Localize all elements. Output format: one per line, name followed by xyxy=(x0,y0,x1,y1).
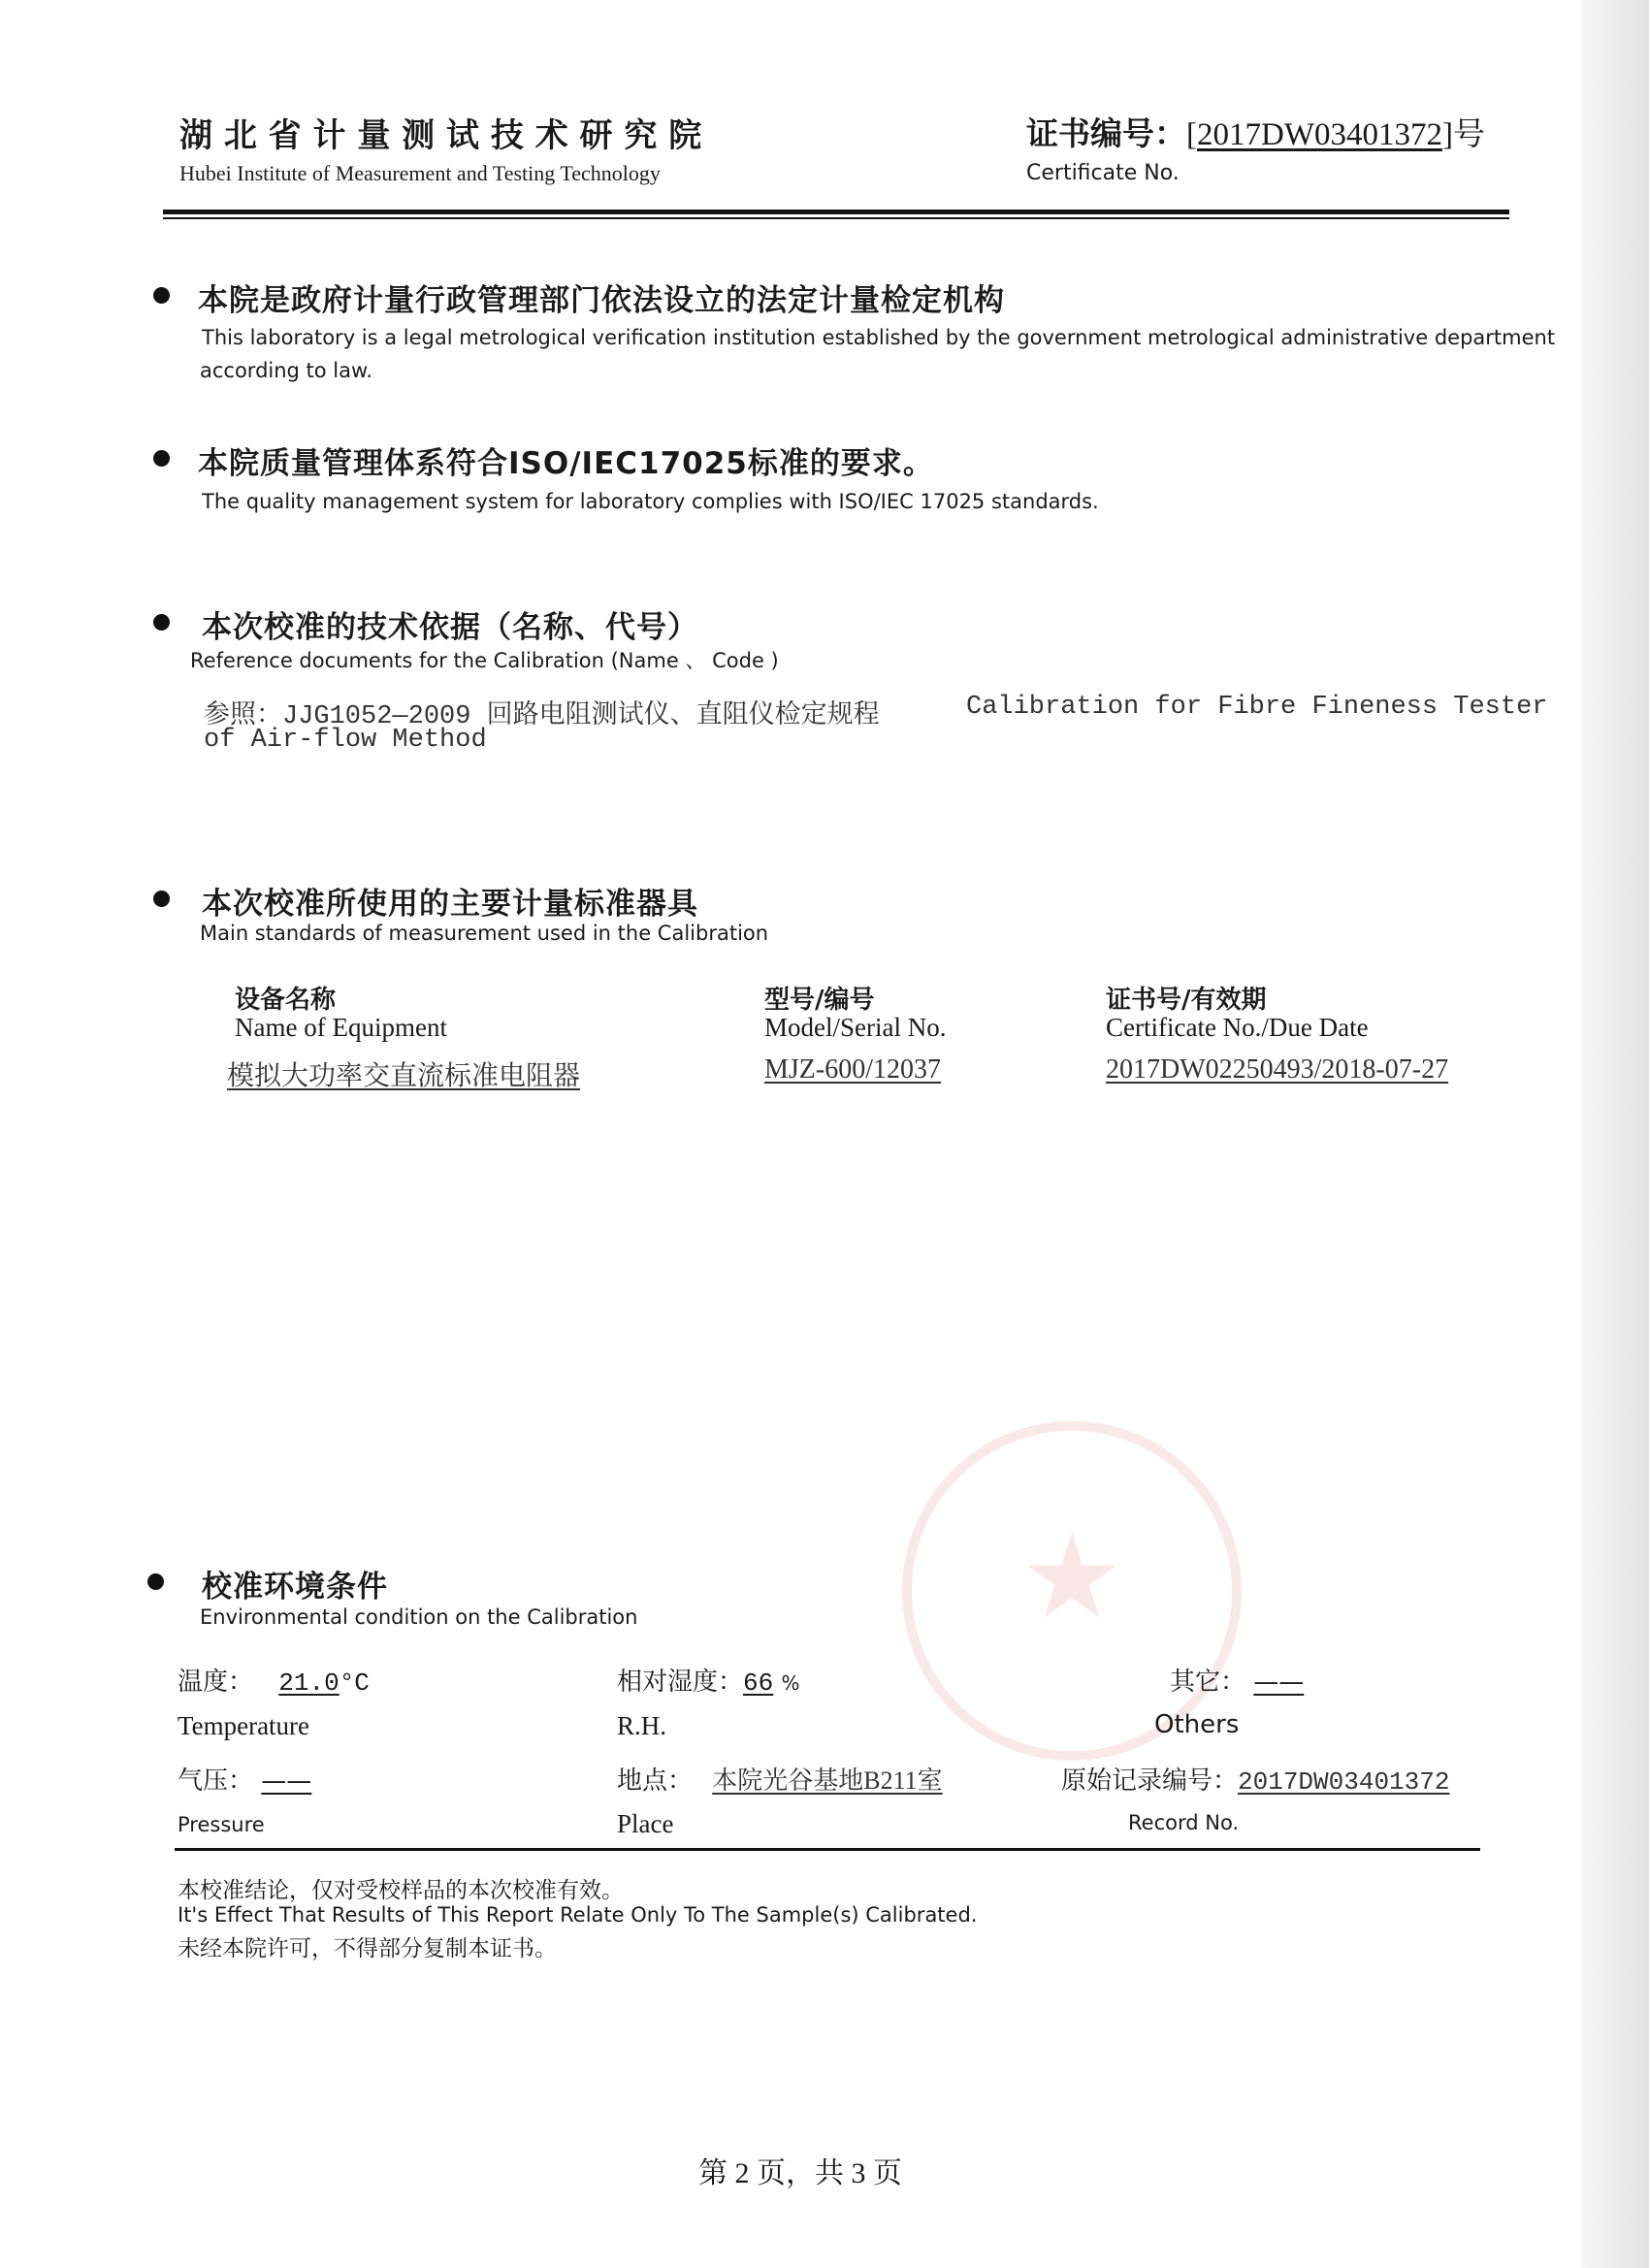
standards-column-header-en: Model/Serial No. xyxy=(764,1013,947,1042)
others-label-en: Others xyxy=(1154,1710,1240,1739)
record-field xyxy=(1061,1761,1449,1797)
humidity-label-en: R.H. xyxy=(617,1711,667,1740)
reference-document-cn: 参照：JJG1052—2009 回路电阻测试仪、直阻仪检定规程 xyxy=(204,702,880,731)
institute-name-en: Hubei Institute of Measurement and Testing Technology xyxy=(179,161,661,185)
standards-heading-cn: 本次校准所使用的主要计量标准器具 xyxy=(202,887,698,922)
seal-star-icon: ★ xyxy=(1019,1510,1124,1645)
temperature-field xyxy=(178,1662,370,1698)
certificate-label-en: Certificate No. xyxy=(1026,161,1180,185)
reference-document-en: Calibration for Fibre Fineness Tester xyxy=(966,693,1548,722)
humidity-field xyxy=(617,1662,800,1698)
reference-document-line2: of Air-flow Method xyxy=(204,726,487,755)
place-value: 本院光谷基地B211室 xyxy=(712,1766,943,1795)
standards-column-header: 型号/编号 xyxy=(764,986,875,1015)
temperature-label: 温度： xyxy=(178,1668,254,1697)
bullet-icon xyxy=(153,450,170,467)
bullet-icon xyxy=(147,1573,164,1590)
others-label: 其它： xyxy=(1170,1668,1246,1697)
equipment-name: 模拟大功率交直流标准电阻器 xyxy=(227,1061,581,1091)
page-number: 第 2 页，共 3 页 xyxy=(698,2157,902,2189)
others-value: —— xyxy=(1253,1668,1305,1697)
header-rule-thick xyxy=(163,210,1509,214)
standards-heading-en: Main standards of measurement used in the Calibration xyxy=(200,922,769,945)
pressure-value: —— xyxy=(261,1766,312,1796)
certificate-label-cn: 证书编号： xyxy=(1026,114,1186,152)
temperature-label-en: Temperature xyxy=(178,1711,310,1740)
validity-note-cn: 本校准结论，仅对受校样品的本次校准有效。 xyxy=(178,1878,624,1902)
reference-heading-en: Reference documents for the Calibration (Name 、 Code ) xyxy=(190,649,779,672)
bullet-icon xyxy=(153,891,170,907)
equipment-model: MJZ-600/12037 xyxy=(764,1054,941,1085)
institute-name-cn: 湖 北 省 计 量 测 试 技 术 研 究 院 xyxy=(179,116,702,155)
validity-note-en: It's Effect That Results of This Report Relate Only To The Sample(s) Calibrated. xyxy=(178,1903,978,1927)
legal-statement-en-line2: according to law. xyxy=(200,359,372,382)
standards-column-header: 证书号/有效期 xyxy=(1106,986,1267,1015)
place-field xyxy=(617,1761,943,1797)
header-rule-thin xyxy=(163,217,1509,219)
humidity-value: 66 xyxy=(743,1669,774,1698)
environment-heading-cn: 校准环境条件 xyxy=(202,1570,388,1604)
certificate-bracket-close: ]号 xyxy=(1441,117,1485,152)
bullet-icon xyxy=(153,614,170,631)
temperature-value: 21.0 xyxy=(278,1669,340,1698)
standards-column-header: 设备名称 xyxy=(235,986,337,1015)
others-field xyxy=(1170,1662,1304,1698)
legal-statement-cn: 本院是政府计量行政管理部门依法设立的法定计量检定机构 xyxy=(198,283,1005,318)
bullet-icon xyxy=(153,287,170,304)
humidity-unit: % xyxy=(781,1671,800,1695)
legal-statement-en-line1: This laboratory is a legal metrological verification institution established by the government metrological administrative department xyxy=(202,326,1556,349)
temperature-unit: °C xyxy=(339,1669,370,1698)
pressure-label-en: Pressure xyxy=(178,1813,265,1836)
standards-column-header-en: Name of Equipment xyxy=(235,1013,447,1042)
certificate-bracket-open: [ xyxy=(1186,117,1197,152)
copy-restriction-note: 未经本院许可，不得部分复制本证书。 xyxy=(178,1936,557,1960)
standards-column-header-en: Certificate No./Due Date xyxy=(1106,1013,1369,1042)
environment-heading-en: Environmental condition on the Calibration xyxy=(200,1605,638,1629)
certificate-number-value: 2017DW03401372 xyxy=(1197,117,1442,152)
place-label-en: Place xyxy=(617,1809,674,1838)
quality-statement-cn: 本院质量管理体系符合ISO/IEC17025标准的要求。 xyxy=(198,446,934,481)
equipment-certificate: 2017DW02250493/2018-07-27 xyxy=(1106,1054,1449,1085)
page-edge-shadow xyxy=(1581,0,1649,2268)
record-label: 原始记录编号： xyxy=(1061,1766,1239,1796)
quality-statement-en: The quality management system for laboratory complies with ISO/IEC 17025 standards. xyxy=(202,490,1099,513)
certificate-number xyxy=(1026,109,1485,154)
pressure-field xyxy=(178,1761,311,1797)
record-value: 2017DW03401372 xyxy=(1238,1767,1450,1797)
pressure-label: 气压： xyxy=(178,1766,254,1796)
reference-heading-cn: 本次校准的技术依据（名称、代号） xyxy=(202,610,698,645)
record-label-en: Record No. xyxy=(1128,1811,1240,1834)
environment-rule xyxy=(175,1848,1480,1851)
humidity-label: 相对湿度： xyxy=(617,1668,744,1697)
place-label: 地点： xyxy=(617,1766,694,1796)
